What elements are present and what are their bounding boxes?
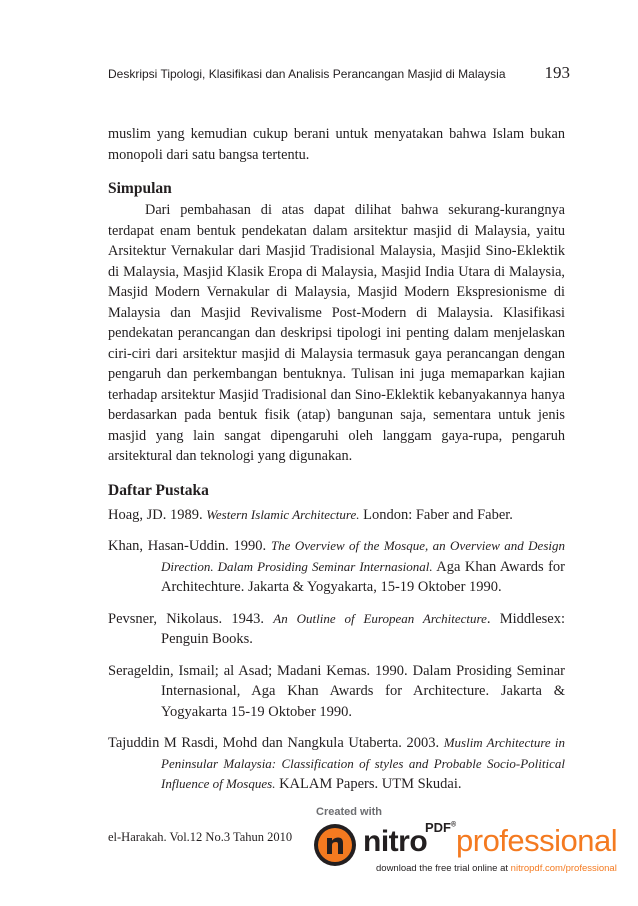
page-content [108,124,565,806]
reference-item: Hoag, JD. 1989. Western Islamic Architecture. London: Faber and Faber. [108,506,513,523]
running-header: Deskripsi Tipologi, Klasifikasi dan Analisis Perancangan Masjid di Malaysia [108,67,506,81]
section-heading-simpulan: Simpulan [108,180,172,197]
professional-label: professional [456,823,618,858]
download-line: download the free trial online at nitropdf.com/professional [376,863,617,874]
nitro-logo-icon [313,823,357,867]
pdf-mark: PDF® [425,820,457,835]
page-number: 193 [544,63,570,82]
reference-item: Tajuddin M Rasdi, Mohd dan Nangkula Utaberta. 2003. Muslim Architecture in Peninsular Malaysia: Classification of styles and Probable Socio-Political Influence of Mosques. KALAM Papers. UTM Skudai. [108,735,565,792]
simpulan-paragraph: Dari pembahasan di atas dapat dilihat bahwa sekurang-kurangnya terdapat enam bentuk pendekatan dalam arsitektur masjid di Malaysia, yaitu Arsitektur Vernakular dari Masjid Tradisional Malaysia, Masjid Sino-Eklektik di Malaysia, Masjid Klasik Eropa di Malaysia, Masjid India Utara di Malaysia, Masjid Modern Vernakular di Malaysia, Masjid Modern Ekspresionisme di Malaysia dan Masjid Revivalisme Post-Modern di Malaysia. Klasifikasi pendekatan perancangan dan deskripsi tipologi ini penting dalam menjelaskan ciri-ciri dari arsitektur masjid di Malaysia termasuk gaya perancangan dengan pengaruh dan perkembangan bentuknya. Tulisan ini juga memaparkan kajian terhadap arsitektur Masjid Tradisional dan Sino-Eklektik kebanyakannya hanya berdasarkan pada bentuk fisik (atap) bangunan saja, sementara untuk jenis masjid yang lain sangat dipengaruhi oleh langgam gaya-rupa, pengaruh arsitektural dan teknologi yang digunakan. [108,202,565,464]
reference-item: Serageldin, Ismail; al Asad; Madani Kemas. 1990. Dalam Prosiding Seminar Internasional, Aga Khan Awards for Architecture. Jakarta & Yogyakarta 15-19 Oktober 1990. [108,662,565,720]
nitro-watermark [308,806,628,876]
created-with-label: Created with [316,806,383,818]
reference-item: Pevsner, Nikolaus. 1943. An Outline of European Architecture. Middlesex: Penguin Books. [108,610,566,647]
download-link[interactable]: nitropdf.com/professional [510,863,617,874]
reference-list [108,505,565,795]
reference-item: Khan, Hasan-Uddin. 1990. The Overview of the Mosque, an Overview and Design Direction. Dalam Prosiding Seminar Internasional. Aga Khan Awards for Architechture. Jakarta & Yogyakarta, 15-19 Oktober 1990. [108,538,565,595]
intro-paragraph: muslim yang kemudian cukup berani untuk menyatakan bahwa Islam bukan monopoli dari satu bangsa tertentu. [108,126,565,163]
section-heading-daftar-pustaka: Daftar Pustaka [108,481,209,499]
journal-footer: el-Harakah. Vol.12 No.3 Tahun 2010 [108,830,293,844]
nitro-brand: nitro [363,825,428,858]
